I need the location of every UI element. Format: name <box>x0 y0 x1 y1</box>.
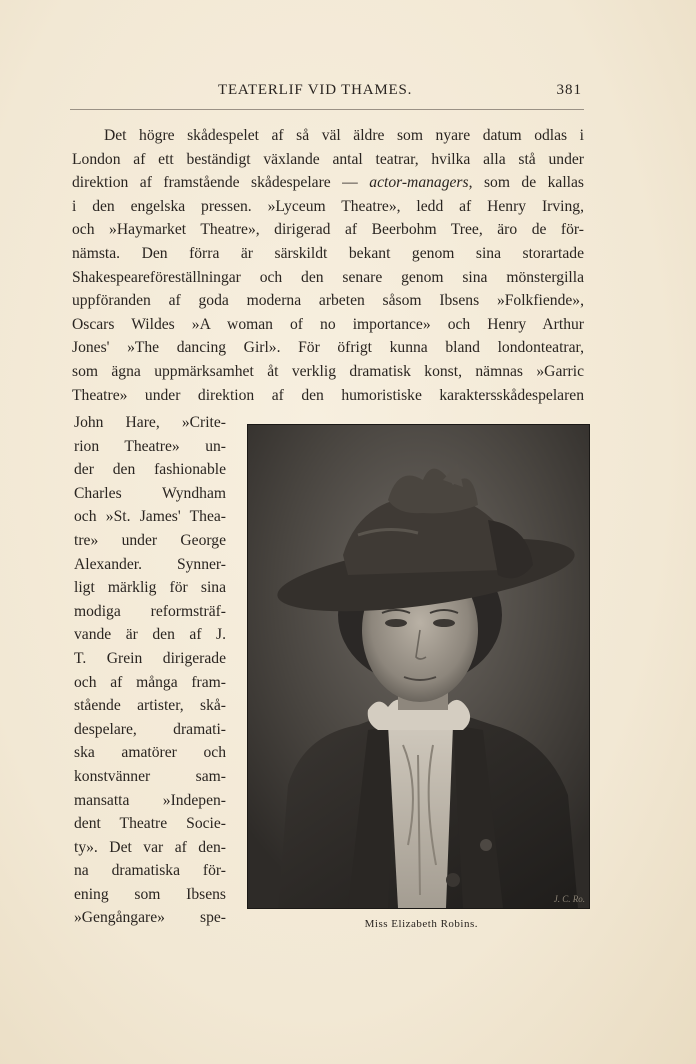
side-text-line: na dramatiska för- <box>74 862 226 880</box>
side-text-line: tre» under George <box>74 531 226 549</box>
text-line: och »Haymarket Theatre», dirigerad af Beerbohm Tree, äro de för- <box>72 221 584 239</box>
side-text-line: konstvänner sam- <box>74 767 226 785</box>
text-line: i den engelska pressen. »Lyceum Theatre», ledd af Henry Irving, <box>72 197 584 215</box>
header-rule <box>70 109 584 110</box>
side-text-line: Charles Wyndham <box>74 484 226 502</box>
text-line: uppföranden af goda moderna arbeten såsom Ibsens »Folkfiende», <box>72 292 584 310</box>
side-text-line: T. Grein dirigerade <box>74 649 226 667</box>
italic-term: actor-managers <box>369 174 469 192</box>
text-line: som ägna uppmärksamhet åt verklig dramatisk konst, nämnas »Garric <box>72 362 584 380</box>
side-text-line: rion Theatre» un- <box>74 437 226 455</box>
running-title: TEATERLIF VID THAMES. <box>218 82 413 98</box>
portrait-photo <box>247 424 590 909</box>
side-text-line: ty». Det var af den- <box>74 838 226 856</box>
side-text-line: ligt märklig för sina <box>74 579 226 597</box>
full-width-paragraph <box>72 124 584 407</box>
text-line: direktion af framstående skådespelare — actor-managers, som de kallas <box>72 174 584 192</box>
side-text-line: och af många fram- <box>74 673 226 691</box>
side-text-line: modiga reformsträf- <box>74 602 226 620</box>
side-text-line: John Hare, »Crite- <box>74 414 226 431</box>
side-text-line: despelare, dramati- <box>74 720 226 738</box>
side-text-line: vande är den af J. <box>74 626 226 644</box>
side-text-line: ening som Ibsens <box>74 885 226 903</box>
side-column-text <box>74 411 226 930</box>
page-number: 381 <box>556 82 582 98</box>
text-line: Jones' »The dancing Girl». För öfrigt kunna bland londonteatrar, <box>72 339 584 357</box>
text-line: London af ett beständigt växlande antal teatrar, hvilka alla stå under <box>72 150 584 168</box>
text-line: Det högre skådespelet af så väl äldre som nyare datum odlas i <box>104 127 584 144</box>
side-text-line: Alexander. Synner- <box>74 555 226 573</box>
side-text-line: mansatta »Indepen- <box>74 791 226 809</box>
text-line: Theatre» under direktion af den humoristiske karaktersskådespelaren <box>72 386 584 404</box>
engraver-mark: J. C. Ro. <box>553 894 585 904</box>
side-text-line: ska amatörer och <box>74 744 226 762</box>
portrait-illustration <box>248 425 589 908</box>
side-text-line: der den fashionable <box>74 461 226 479</box>
side-text-line: och »St. James' Thea- <box>74 508 226 526</box>
text-line: Shakespeareföreställningar och den senare genom sina mönstergilla <box>72 268 584 286</box>
figure-caption: Miss Elizabeth Robins. <box>364 918 478 930</box>
side-text-line: dent Theatre Socie- <box>74 815 226 833</box>
page-header <box>70 82 584 104</box>
text-line: nämsta. Den förra är särskildt bekant genom sina storartade <box>72 244 584 262</box>
side-text-line: stående artister, skå- <box>74 697 226 715</box>
text-line: Oscars Wildes »A woman of no importance» och Henry Arthur <box>72 315 584 333</box>
side-text-line: »Gengångare» spe- <box>74 909 226 927</box>
